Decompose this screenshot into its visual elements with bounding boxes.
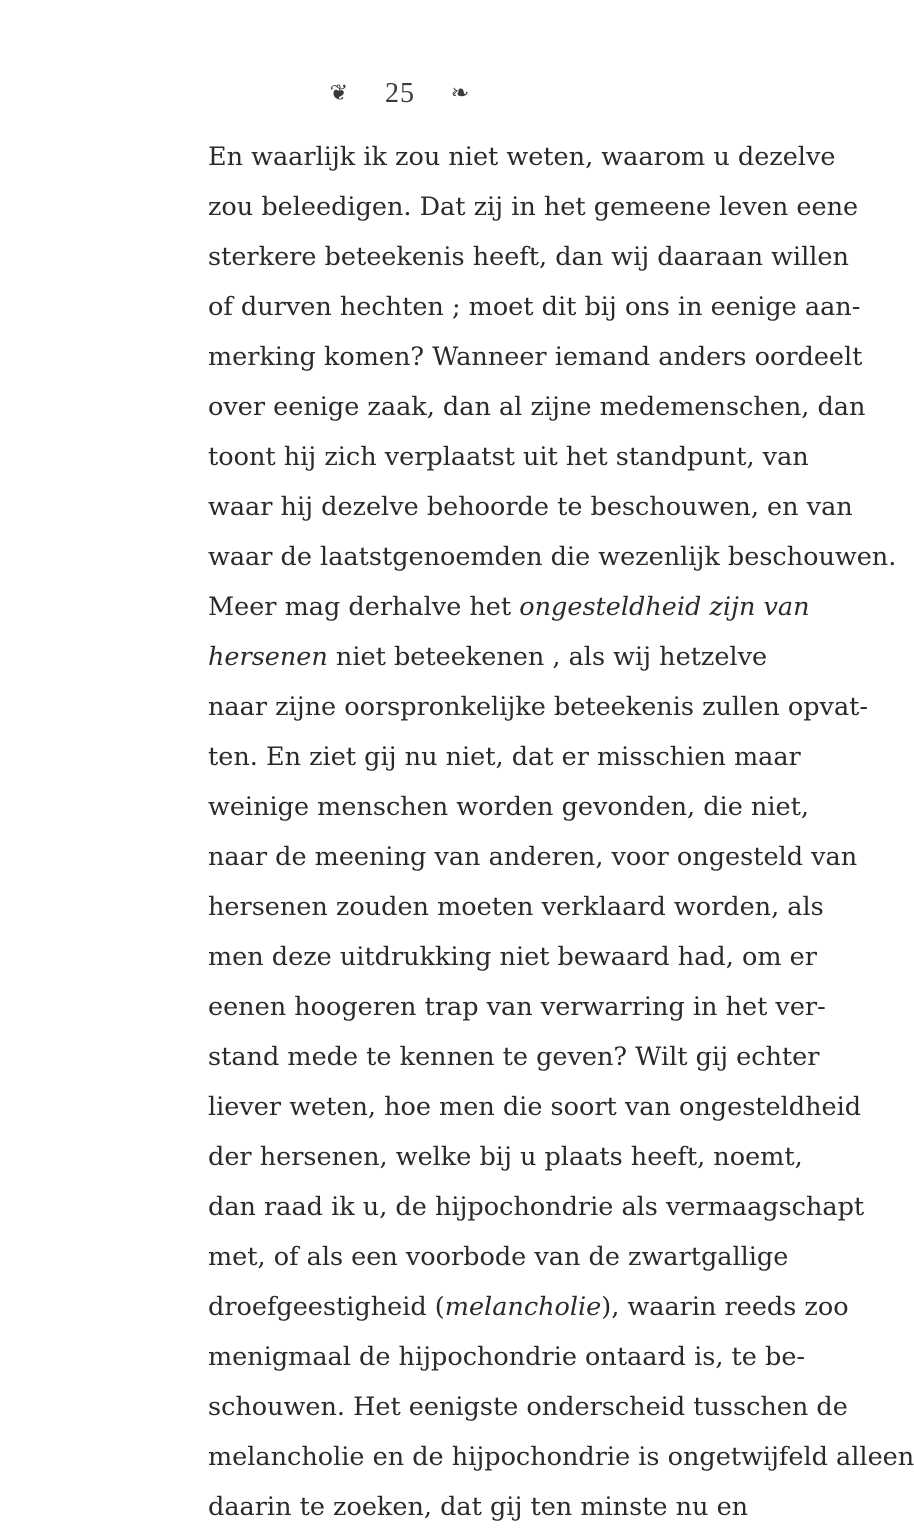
text-line: merking komen? Wanneer iemand anders oordeelt [208,342,863,372]
text-line: sterkere beteekenis heeft, dan wij daaraan willen [208,242,849,272]
text-line: naar de meening van anderen, voor ongesteld van [208,842,858,872]
text-line: melancholie en de hijpochondrie is ongetwijfeld alleen [208,1442,914,1472]
ornament-left-icon: ❦ [329,80,350,106]
body-text [208,132,914,1532]
text-line: hersenen zouden moeten verklaard worden, als [208,892,824,922]
text-line: waar de laatstgenoemden die wezenlijk beschouwen. [208,542,897,572]
text-line: schouwen. Het eenigste onderscheid tusschen de [208,1392,848,1422]
running-head [0,72,800,114]
text-line: toont hij zich verplaatst uit het standpunt, van [208,442,809,472]
text-line: waar hij dezelve behoorde te beschouwen, en van [208,492,853,522]
text-line: liever weten, hoe men die soort van ongesteldheid [208,1092,862,1122]
text-line: eenen hoogeren trap van verwarring in het ver- [208,992,826,1022]
text-line: Meer mag derhalve het ongesteldheid zijn van [208,592,810,622]
text-line: daarin te zoeken, dat gij ten minste nu en [208,1492,749,1522]
italic-phrase: melancholie [444,1292,602,1322]
text-line: men deze uitdrukking niet bewaard had, om er [208,942,817,972]
text-line: stand mede te kennen te geven? Wilt gij echter [208,1042,820,1072]
text-line: over eenige zaak, dan al zijne medemenschen, dan [208,392,866,422]
text-line: of durven hechten ; moet dit bij ons in eenige aan- [208,292,861,322]
text-line: En waarlijk ik zou niet weten, waarom u dezelve [208,142,836,172]
text-line: der hersenen, welke bij u plaats heeft, noemt, [208,1142,803,1172]
text-line: naar zijne oorspronkelijke beteekenis zullen opvat- [208,692,869,722]
text-line: ten. En ziet gij nu niet, dat er misschien maar [208,742,801,772]
ornament-right-icon: ❧ [450,80,471,106]
text-line: zou beleedigen. Dat zij in het gemeene leven eene [208,192,859,222]
text-line: dan raad ik u, de hijpochondrie als vermaagschapt [208,1192,865,1222]
text-line: hersenen niet beteekenen , als wij hetzelve [208,642,768,672]
text-line: weinige menschen worden gevonden, die niet, [208,792,809,822]
italic-phrase: hersenen [208,642,328,672]
page-number: 25 [385,77,415,109]
text-line: droefgeestigheid (melancholie), waarin reeds zoo [208,1292,849,1322]
italic-phrase: ongesteldheid zijn van [519,592,810,622]
text-line: menigmaal de hijpochondrie ontaard is, te be- [208,1342,806,1372]
text-line: met, of als een voorbode van de zwartgallige [208,1242,789,1272]
